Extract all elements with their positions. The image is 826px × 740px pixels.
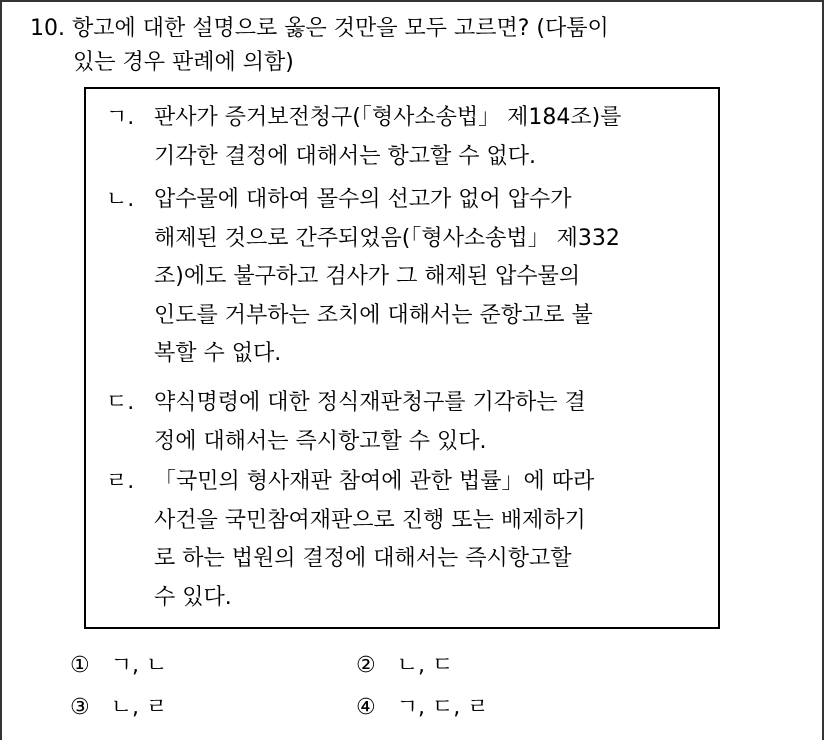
statement-line: 「국민의 형사재판 참여에 관한 법률」에 따라 [154, 469, 595, 494]
statement-line: 해제된 것으로 간주되었음(「형사소송법」 제332 [154, 225, 620, 251]
statement-box [84, 87, 720, 629]
statement-line: 기각한 결정에 대해서는 항고할 수 없다. [154, 143, 536, 169]
statement-line: 사건을 국민참여재판으로 진행 또는 배제하기 [154, 507, 586, 533]
choice-1[interactable] [70, 648, 167, 679]
statement-marker: ㄷ. [106, 390, 135, 415]
statement-marker: ㄹ. [106, 469, 135, 494]
statement-na [106, 181, 706, 374]
statement-line: 인도를 거부하는 조치에 대해서는 준항고로 불 [154, 302, 593, 328]
choice-number: ② [356, 653, 376, 678]
choice-text: ㄱ, ㄷ, ㄹ [396, 695, 489, 720]
choice-number: ① [70, 653, 90, 678]
statement-marker: ㄱ. [106, 105, 135, 130]
choice-3[interactable] [70, 690, 167, 721]
statement-line: 약식명령에 대한 정식재판청구를 기각하는 결 [154, 390, 586, 415]
statement-line: 정에 대해서는 즉시항고할 수 있다. [154, 428, 487, 454]
choice-text: ㄴ, ㄷ [396, 653, 454, 678]
choice-text: ㄴ, ㄹ [110, 695, 168, 720]
choice-text: ㄱ, ㄴ [110, 653, 168, 678]
choice-number: ③ [70, 695, 90, 720]
statement-ga [106, 99, 706, 176]
statement-line: 복할 수 없다. [154, 341, 282, 366]
question-line-1: 10. 항고에 대한 설명으로 옳은 것만을 모두 고르면? (다툼이 [30, 16, 609, 41]
statement-line: 로 하는 법원의 결정에 대해서는 즉시항고할 [154, 546, 572, 571]
choice-number: ④ [356, 695, 376, 720]
statement-ra [106, 463, 706, 617]
statement-line: 수 있다. [154, 584, 232, 610]
statement-line: 압수물에 대하여 몰수의 선고가 없어 압수가 [154, 187, 572, 212]
question-line-2: 있는 경우 판례에 의함) [73, 50, 294, 75]
statement-line: 조)에도 불구하고 검사가 그 해제된 압수물의 [154, 264, 581, 289]
choice-2[interactable] [356, 648, 453, 679]
question-text [30, 12, 790, 80]
choice-4[interactable] [356, 690, 488, 721]
statement-line: 판사가 증거보전청구(「형사소송법」 제184조)를 [154, 105, 622, 130]
statement-da [106, 384, 706, 461]
statement-marker: ㄴ. [106, 187, 135, 212]
